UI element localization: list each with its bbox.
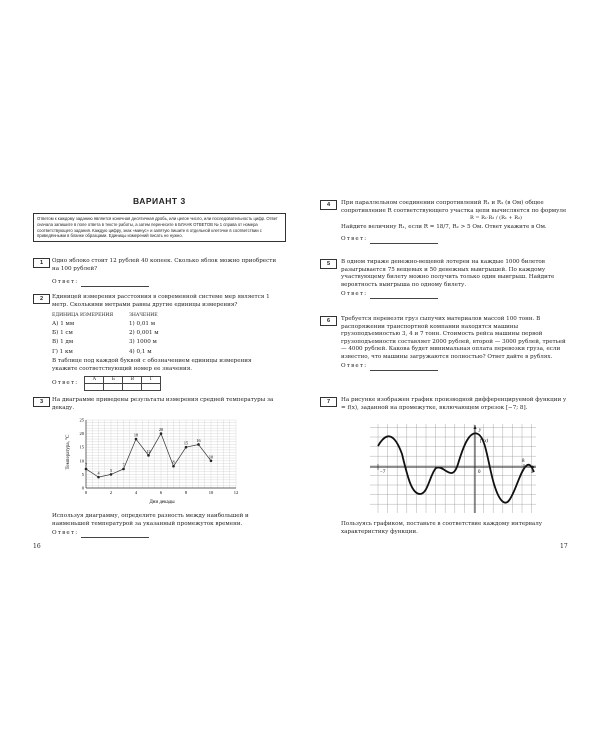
task-4-answer <box>341 236 438 244</box>
x-tick-label: 0 <box>84 490 88 495</box>
instructions-box: Ответом к каждому заданию является конечная десятичная дробь, или целое число, или последовательность цифр. Ответ сначала запишите в поле ответа в тексте работы, а затем перенесите в БЛАНК ОТВЕТОВ № 1 справа от номера соответствующего задания. Каждую цифру, знак «минус» и запятую пишите в отдельной клеточке в соответствии с приведёнными в бланке образцами. Единицы измерений писать не нужно. <box>33 213 286 242</box>
data-point <box>110 473 113 476</box>
y-tick-label: 0 <box>81 485 84 491</box>
task-3-text: На диаграмме приведены результаты измерения средней температуры за декаду. <box>52 397 274 411</box>
data-label: 12 <box>146 448 151 454</box>
letter-cell: Б <box>104 377 123 384</box>
answer-cell[interactable] <box>123 384 142 391</box>
task-6-answer <box>341 363 438 371</box>
answer-line[interactable] <box>370 237 438 244</box>
value-item: 4) 0,1 м <box>129 348 152 355</box>
unit-item: Б) 1 см <box>52 330 73 337</box>
data-label: 7 <box>122 462 125 468</box>
x-tick-label: 12 <box>233 490 239 495</box>
task-5-number: 5 <box>320 259 337 269</box>
data-label: 16 <box>196 437 201 443</box>
task-6-number: 6 <box>320 316 337 326</box>
task-2-values <box>129 320 159 357</box>
value-item: 1) 0,01 м <box>129 321 156 327</box>
x-tick-label: 2 <box>109 490 113 495</box>
y-tick-label: 15 <box>79 444 84 450</box>
tick-left-label: −7 <box>380 470 386 475</box>
task-2-table-note: В таблице под каждой буквой с обозначением единицы измерения укажите соответствующий номер ее значения. <box>52 358 252 372</box>
x-tick-label: 10 <box>208 490 214 495</box>
task-6-text: Требуется перевезти груз сыпучих материалов массой 100 тонн. В распоряжении транспортной компании находятся машины грузоподъемностью 3, 4 и 7 тонн. Стоимость рейса машины первой грузоподъемности составляет 2000 рублей, второй — 3000 рублей, третьей — 4000 рублей. Какова будет минимальная оплата перевозки груза, если известно, что машины загружаются полностью? Ответ дайте в рублях. <box>341 316 566 360</box>
derivative-graph <box>370 424 538 513</box>
task-3-after: Используя диаграмму, определите разность между наибольшей и наименьшей температурой за указанный промежуток времени. <box>52 513 249 527</box>
answer-label: Ответ: <box>52 279 79 285</box>
data-point <box>160 432 163 435</box>
letter-cell: Г <box>142 377 161 384</box>
data-point <box>210 460 213 463</box>
task-4-formula: R = R₁·R₂ / (R₁ + R₂) <box>470 215 522 221</box>
task-4-line2: Найдите величину R₁, если R = 18/7, R₂ > 5 Ом. Ответ укажите в Ом. <box>341 224 547 230</box>
task-4-number: 4 <box>320 200 337 210</box>
graph-label: f′(x) <box>480 439 489 444</box>
value-item: 2) 0,001 м <box>129 330 159 337</box>
task-7-after: Пользуясь графиком, поставьте в соответствие каждому интервалу характеристику функции. <box>341 521 543 535</box>
task-5-text: В одном тираже денежно-вещевой лотереи на каждые 1000 билетов разыгрывается 75 вещевых и 50 денежных выигрышей. По каждому участвующему билету можно получить только один выигрыш. Найдите вероятность выигрыша по одному билету. <box>341 259 555 288</box>
answer-cell[interactable] <box>104 384 123 391</box>
letter-cell: В <box>123 377 142 384</box>
task-2-answer <box>52 376 161 391</box>
graph-grid <box>370 424 536 513</box>
axis-y-label: y <box>479 428 482 433</box>
answer-cell[interactable] <box>85 384 104 391</box>
axis-x-label: x <box>531 470 534 475</box>
answer-label: Ответ: <box>52 530 79 536</box>
y-tick-label: 5 <box>81 471 84 477</box>
data-label: 5 <box>109 467 113 473</box>
chart-xlabel: Дни декады <box>149 500 175 505</box>
derivative-curve <box>378 433 534 502</box>
data-point <box>97 476 100 479</box>
answer-line[interactable] <box>370 292 438 299</box>
answer-label: Ответ: <box>341 236 368 242</box>
answer-line[interactable] <box>81 280 149 287</box>
answer-label: Ответ: <box>341 291 368 297</box>
origin-label: 0 <box>478 470 481 475</box>
data-point <box>185 446 188 449</box>
tick-right-label: 8 <box>522 459 525 464</box>
task-2-text: Единицей измерения расстояния в современной системе мер является 1 метр. Сколькими метрами равны другие единицы измерения? <box>52 294 270 308</box>
data-point <box>85 468 88 471</box>
unit-item: В) 1 дм <box>52 339 74 346</box>
task-1-answer <box>52 279 149 287</box>
data-label: 20 <box>158 427 164 433</box>
unit-item: А) 1 мм <box>52 321 75 327</box>
x-tick-label: 8 <box>184 490 188 495</box>
task-7-text: На рисунке изображен график производной дифференцируемой функции y = f(x), заданной на промежутке, включающем отрезок [−7; 8]. <box>341 397 567 411</box>
y-tick-label: 10 <box>79 458 84 464</box>
task-3-answer <box>52 530 149 538</box>
letter-cell: А <box>85 377 104 384</box>
chart-ylabel: Температура, °С <box>66 434 71 470</box>
y-tick-label: 20 <box>79 431 84 437</box>
answer-table <box>84 376 161 391</box>
task-7-number: 7 <box>320 397 337 407</box>
data-label: 18 <box>133 432 139 438</box>
data-label: 10 <box>208 454 214 460</box>
answer-label: Ответ: <box>52 379 79 386</box>
unit-item: Г) 1 км <box>52 348 73 355</box>
page-number-right: 17 <box>560 543 568 550</box>
data-label: 4 <box>97 470 100 476</box>
data-label: 15 <box>183 440 189 446</box>
data-point <box>135 438 138 441</box>
answer-line[interactable] <box>81 531 149 538</box>
task-2-number: 2 <box>33 294 50 304</box>
data-label: 7 <box>84 462 88 468</box>
task-1-number: 1 <box>33 258 50 268</box>
answer-cell[interactable] <box>142 384 161 391</box>
task-1-text: Одно яблоко стоит 12 рублей 40 копеек. Сколько яблок можно приобрести на 100 рублей? <box>52 258 277 272</box>
task-3-number: 3 <box>33 397 50 407</box>
data-point <box>197 443 200 446</box>
x-tick-label: 4 <box>134 490 138 495</box>
data-point <box>172 465 175 468</box>
task-2-col1-header: ЕДИНИЦА ИЗМЕРЕНИЯ <box>52 313 114 318</box>
task-2-col2-header: ЗНАЧЕНИЕ <box>129 313 158 318</box>
data-label: 8 <box>172 459 175 465</box>
x-tick-label: 6 <box>159 490 163 495</box>
data-point <box>122 468 125 471</box>
task-4-line1: При параллельном соединении сопротивлений R₁ и R₂ (в Ом) общее сопротивление R соответствующего участка цепи вычисляется по формуле <box>341 200 567 214</box>
value-item: 3) 1000 м <box>129 339 157 346</box>
task-2-units <box>52 320 74 357</box>
task-5-answer <box>341 291 438 299</box>
page-number-left: 16 <box>33 543 41 550</box>
answer-line[interactable] <box>370 364 438 371</box>
temperature-chart <box>62 414 252 506</box>
y-tick-label: 25 <box>79 417 84 423</box>
answer-label: Ответ: <box>341 363 368 369</box>
data-point <box>147 454 150 457</box>
variant-title: ВАРИАНТ 3 <box>133 196 186 206</box>
